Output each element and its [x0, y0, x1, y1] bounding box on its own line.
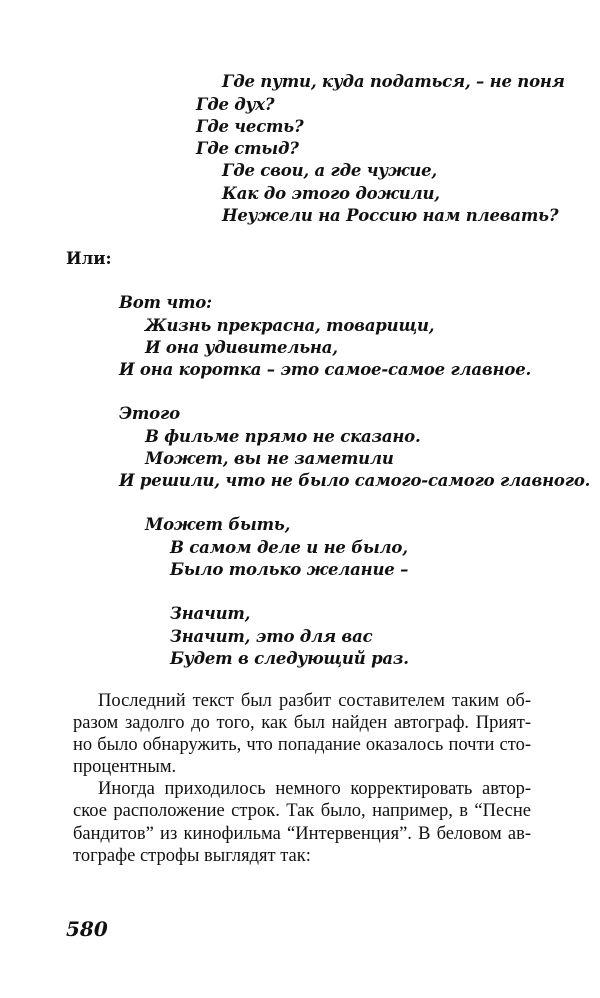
verse-line: Может, вы не заметили: [145, 449, 394, 468]
paragraph-line: разом задолго до того, как был найден автограф. Прият-: [73, 713, 531, 733]
verse-line: Вот что:: [119, 293, 212, 312]
verse-line: И она удивительна,: [145, 338, 338, 357]
or-label: Или:: [66, 249, 112, 268]
verse-line: Где дух?: [196, 95, 275, 114]
verse-line: Этого: [119, 404, 180, 423]
paragraph-line: Последний текст был разбит составителем таким об-: [98, 691, 531, 711]
verse-line: Неужели на Россию нам плевать?: [222, 206, 559, 225]
verse-line: Может быть,: [145, 515, 291, 534]
verse-line: Где пути, куда податься, – не поня: [222, 72, 565, 91]
paragraph-line: ское расположение строк. Так было, например, в “Песне: [73, 801, 531, 821]
page-number: 580: [66, 917, 108, 941]
paragraph-line: Иногда приходилось немного корректировать автор-: [98, 779, 531, 799]
verse-line: И она коротка – это самое-самое главное.: [119, 360, 532, 379]
paragraph-line: процентным.: [73, 757, 177, 777]
verse-line: В самом деле и не было,: [170, 538, 408, 557]
verse-line: В фильме прямо не сказано.: [145, 427, 421, 446]
verse-line: И решили, что не было самого-самого главного.: [119, 471, 591, 490]
paragraph-line: тографе строфы выглядят так:: [73, 846, 311, 866]
verse-line: Значит,: [170, 604, 251, 623]
paragraph-line: но было обнаружить, что попадание оказалось почти сто-: [73, 735, 531, 755]
verse-line: Где честь?: [196, 117, 304, 136]
verse-line: Значит, это для вас: [170, 627, 373, 646]
paragraph-line: бандитов” из кинофильма “Интервенция”. В беловом ав-: [73, 824, 531, 844]
verse-line: Где свои, а где чужие,: [222, 161, 437, 180]
verse-line: Будет в следующий раз.: [170, 649, 409, 668]
verse-line: Как до этого дожили,: [222, 184, 440, 203]
verse-line: Где стыд?: [196, 139, 299, 158]
verse-line: Жизнь прекрасна, товарищи,: [145, 316, 435, 335]
verse-line: Было только желание –: [170, 560, 409, 579]
